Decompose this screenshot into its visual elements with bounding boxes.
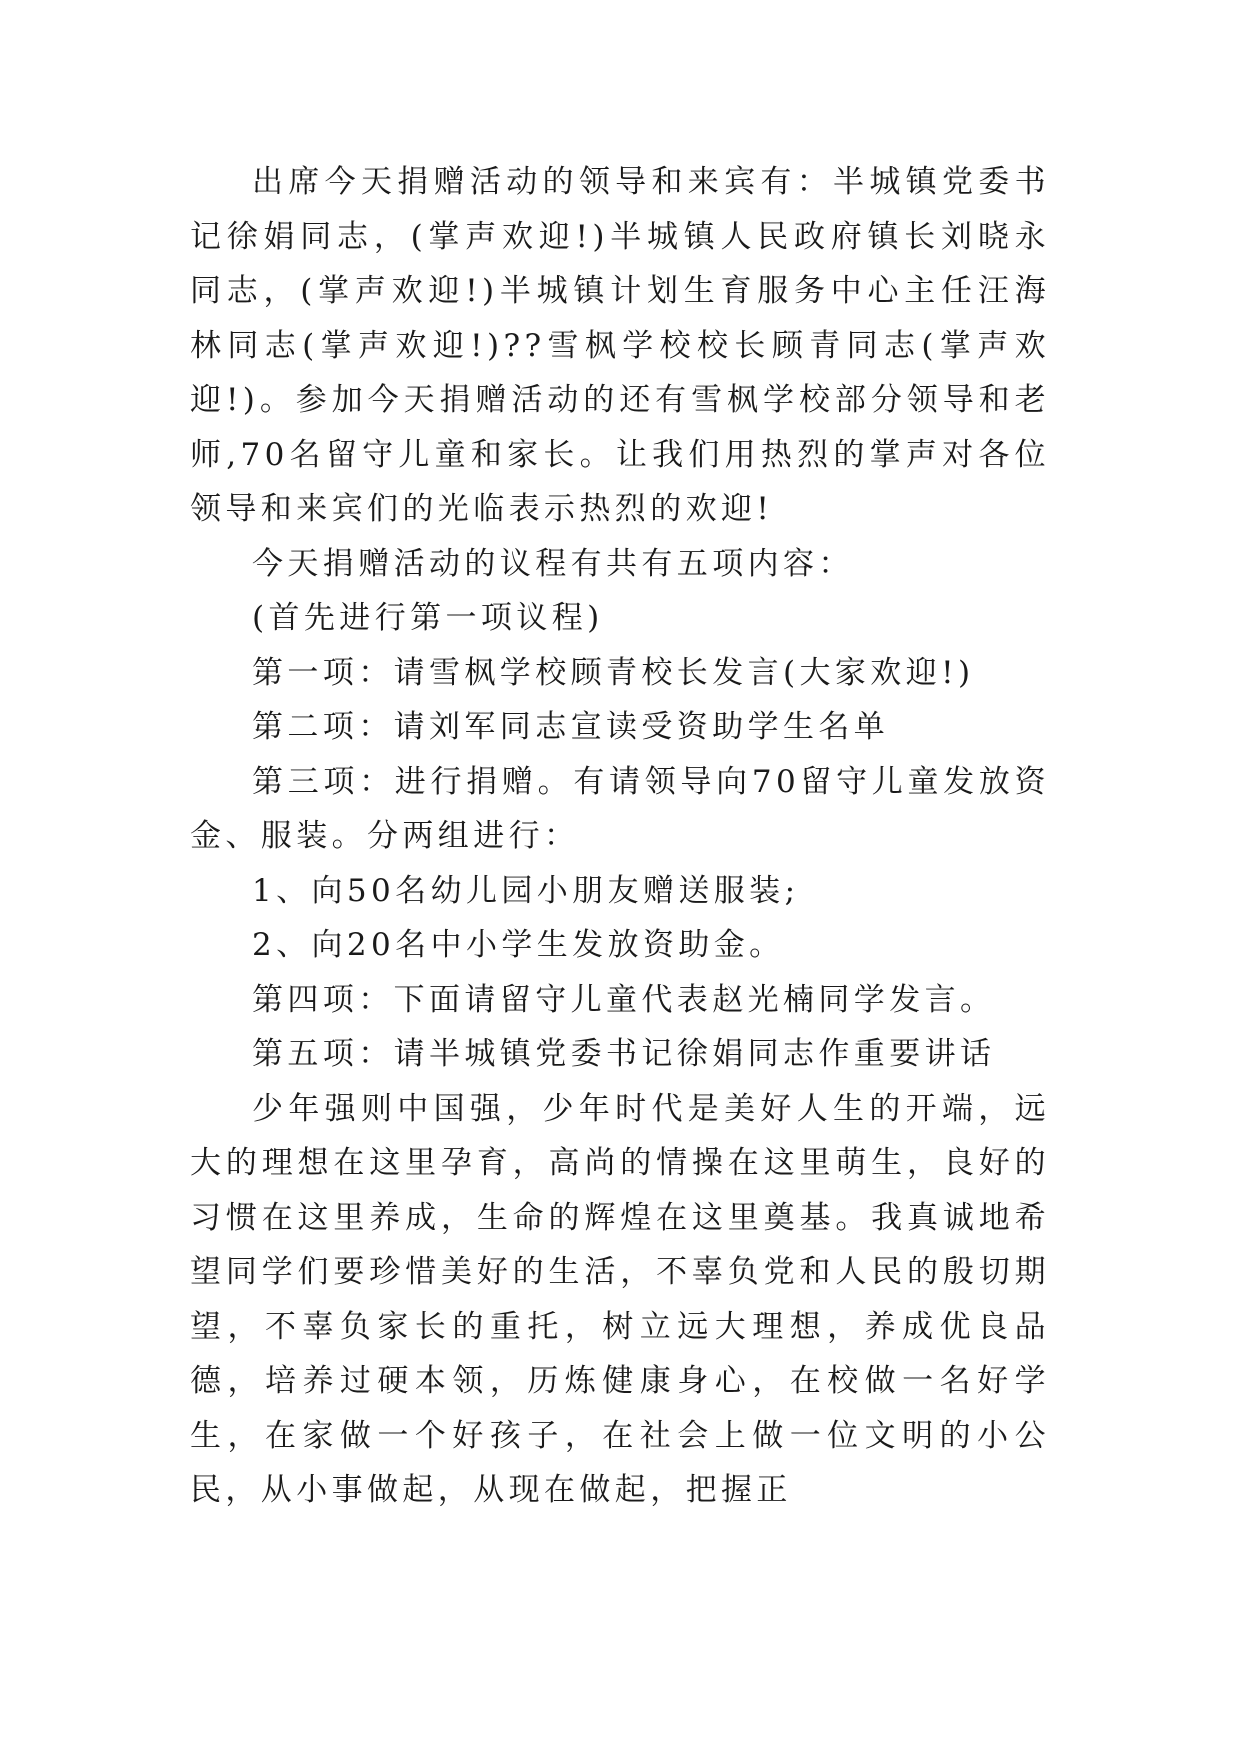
agenda-item-3: 第三项：进行捐赠。有请领导向70留守儿童发放资金、服装。分两组进行：	[190, 763, 1050, 854]
agenda-item-3-group-2: 2、向20名中小学生发放资助金。	[252, 927, 785, 963]
agenda-item-5: 第五项：请半城镇党委书记徐娟同志作重要讲话	[252, 1036, 996, 1072]
paragraph-agenda-intro: 今天捐赠活动的议程有共有五项内容：	[252, 545, 854, 582]
agenda-item-3-group-1: 1、向50名幼儿园小朋友赠送服装;	[252, 872, 800, 909]
paragraph-closing-speech: 少年强则中国强，少年时代是美好人生的开端，远大的理想在这里孕育，高尚的情操在这里萌生，良好的习惯在这里养成，生命的辉煌在这里奠基。我真诚地希望同学们要珍惜美好的生活，不辜负党和人民的殷切期望，不辜负家长的重托，树立远大理想，养成优良品德，培养过硬本领，历炼健康身心，在校做一名好学生，在家做一个好孩子，在社会上做一位文明的小公民，从小事做起，从现在做起，把握正	[190, 1090, 1050, 1508]
agenda-item-1: 第一项：请雪枫学校顾青校长发言(大家欢迎!)	[252, 654, 975, 691]
document-body	[190, 155, 1050, 1518]
agenda-item-4: 第四项：下面请留守儿童代表赵光楠同学发言。	[252, 981, 996, 1018]
agenda-item-2: 第二项：请刘军同志宣读受资助学生名单	[252, 709, 890, 745]
paragraph-agenda-start: (首先进行第一项议程)	[252, 600, 604, 636]
paragraph-guests: 出席今天捐赠活动的领导和来宾有：半城镇党委书记徐娟同志，(掌声欢迎!)半城镇人民政府镇长刘晓永同志，(掌声欢迎!)半城镇计划生育服务中心主任汪海林同志(掌声欢迎!)??雪枫学校校长顾青同志(掌声欢迎!)。参加今天捐赠活动的还有雪枫学校部分领导和老师,70名留守儿童和家长。让我们用热烈的掌声对各位领导和来宾们的光临表示热烈的欢迎!	[190, 164, 1050, 527]
